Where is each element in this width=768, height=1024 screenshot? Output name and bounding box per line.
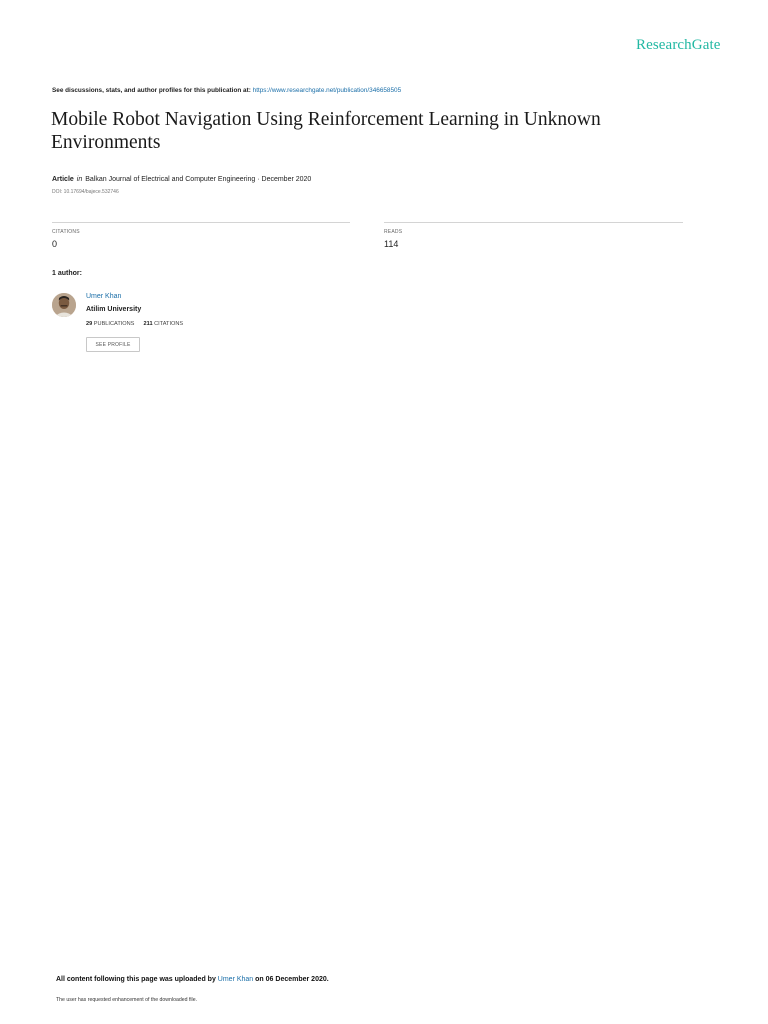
publication-title: Mobile Robot Navigation Using Reinforcement Learning in Unknown Environments bbox=[51, 109, 601, 153]
uploader-link[interactable]: Umer Khan bbox=[217, 976, 254, 983]
journal-and-date: Balkan Journal of Electrical and Computer Engineering · December 2020 bbox=[85, 176, 312, 183]
citations-value: 0 bbox=[52, 239, 58, 249]
publications-count: 29 bbox=[86, 321, 93, 327]
publications-label: PUBLICATIONS bbox=[93, 321, 135, 327]
uploaded-suffix: on 06 December 2020. bbox=[255, 976, 329, 983]
footer-upload-line bbox=[56, 976, 329, 983]
author-citations-count: 211 bbox=[143, 321, 153, 327]
publication-meta bbox=[52, 176, 311, 183]
discussion-line bbox=[52, 87, 401, 94]
publication-type: Article bbox=[52, 176, 74, 183]
author-name-link[interactable]: Umer Khan bbox=[86, 293, 122, 300]
author-citations-label: CITATIONS bbox=[154, 321, 184, 327]
in-word: in bbox=[76, 176, 83, 183]
author-stats bbox=[86, 321, 183, 327]
avatar-photo bbox=[52, 293, 76, 317]
researchgate-logo[interactable]: ResearchGate bbox=[636, 37, 721, 53]
doi: DOI: 10.17694/bajece.532746 bbox=[52, 189, 119, 195]
publication-url-link[interactable]: https://www.researchgate.net/publication/346658505 bbox=[252, 87, 402, 94]
author-institution: Atilim University bbox=[86, 306, 142, 313]
authors-heading: 1 author: bbox=[52, 270, 82, 277]
uploaded-prefix: All content following this page was uploaded by bbox=[56, 976, 216, 983]
discussion-prefix: See discussions, stats, and author profiles for this publication at: bbox=[52, 87, 251, 94]
reads-value: 114 bbox=[384, 239, 399, 249]
footer-note: The user has requested enhancement of the downloaded file. bbox=[56, 997, 198, 1003]
avatar[interactable] bbox=[52, 293, 76, 317]
see-profile-button[interactable]: SEE PROFILE bbox=[86, 337, 140, 352]
reads-divider bbox=[384, 222, 683, 223]
citations-label: CITATIONS bbox=[52, 229, 80, 235]
reads-label: READS bbox=[384, 229, 403, 235]
citations-divider bbox=[52, 222, 350, 223]
